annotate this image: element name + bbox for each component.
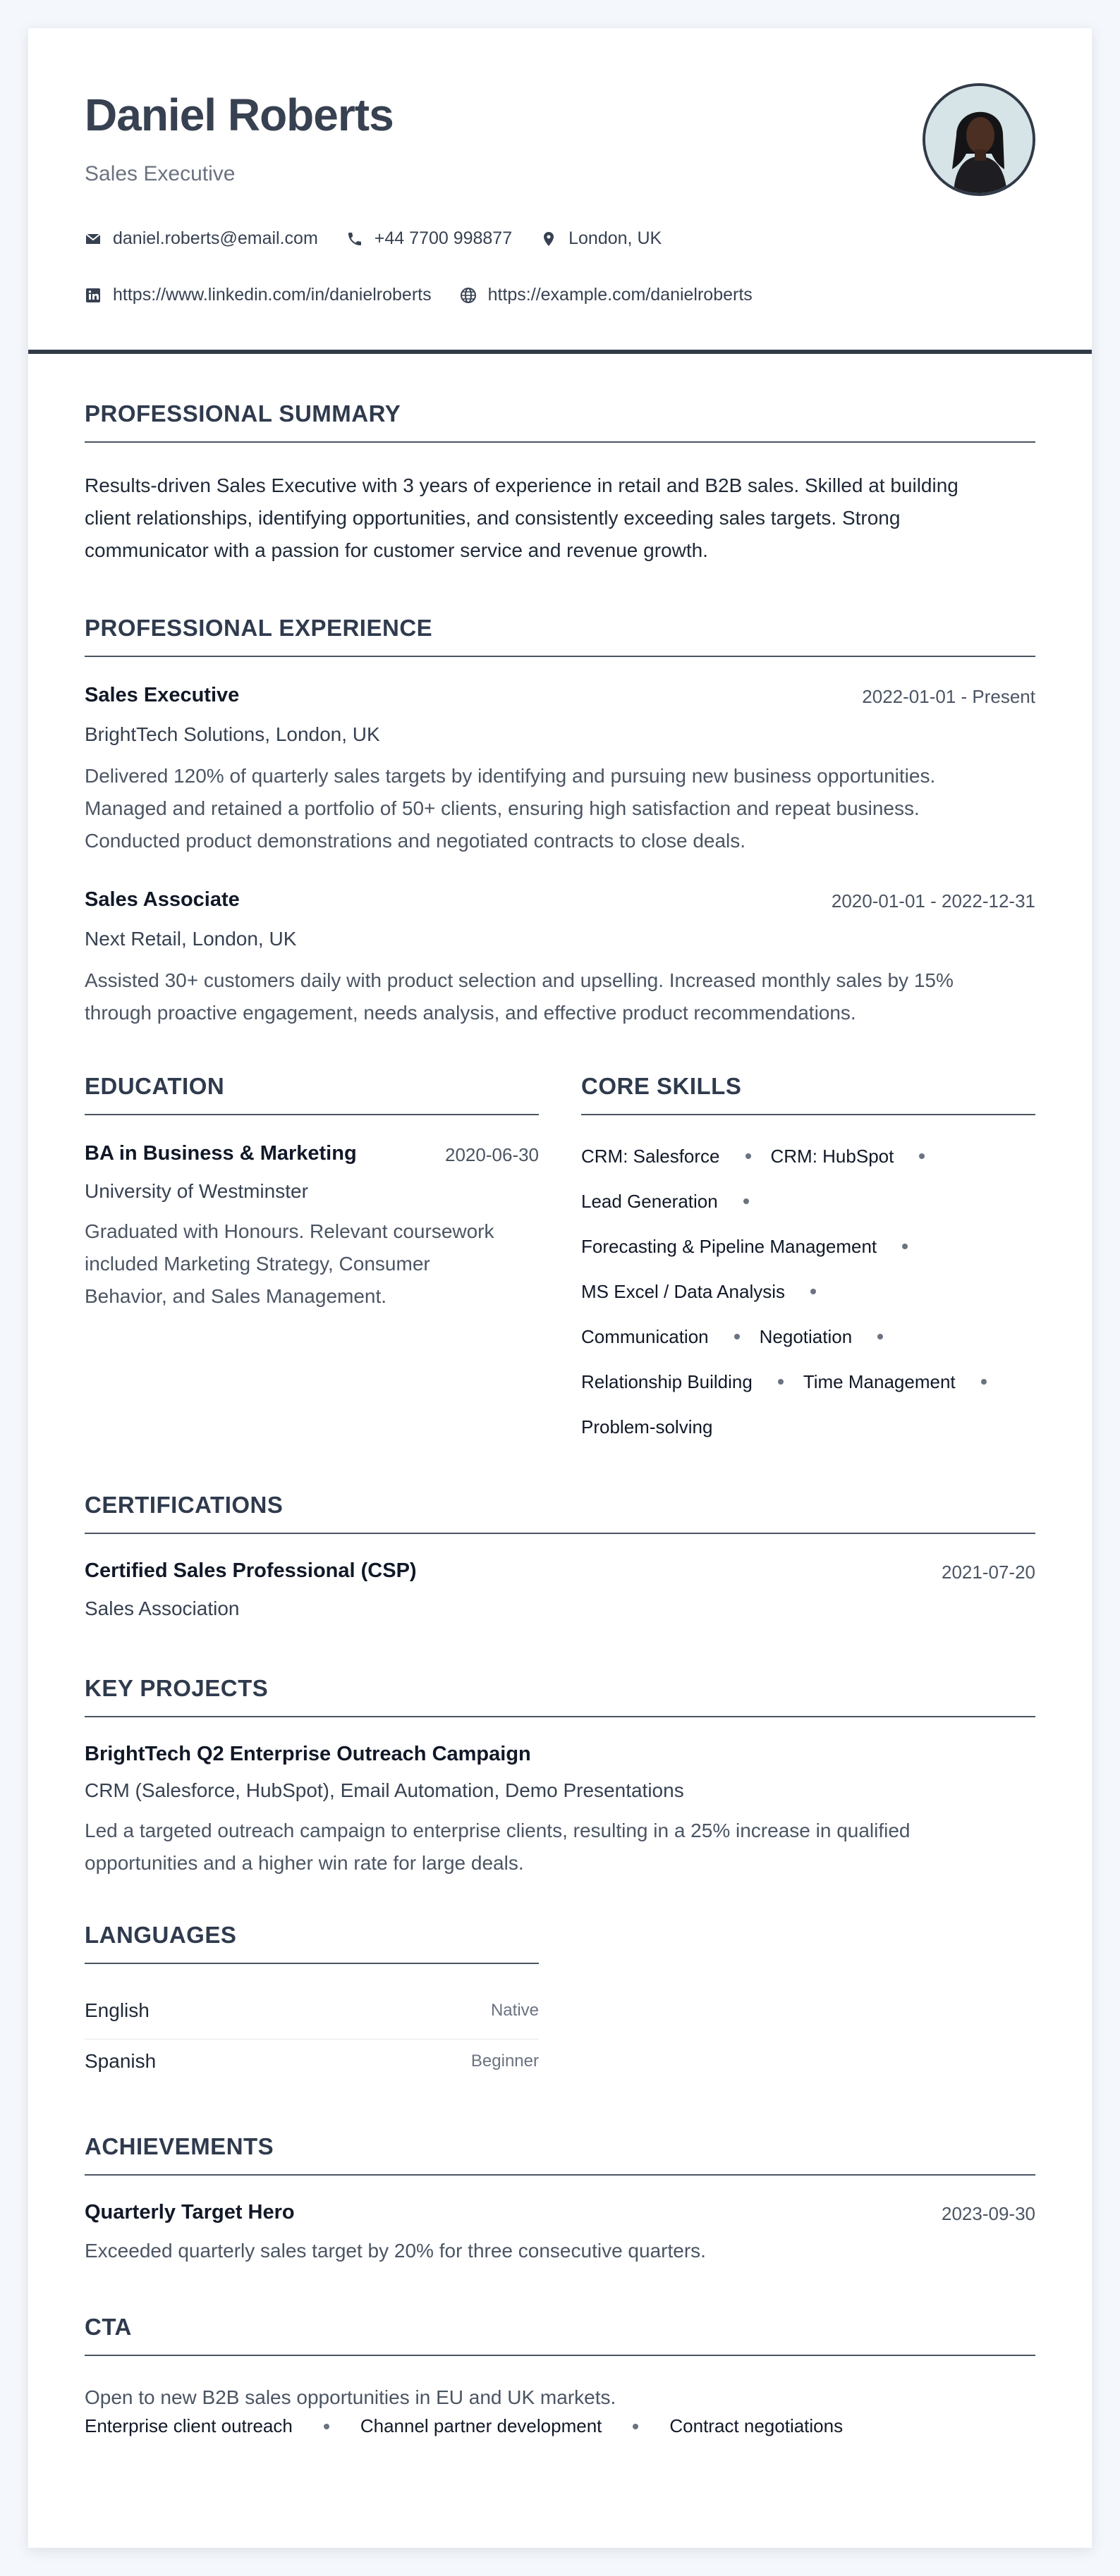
website-link: https://example.com/danielroberts bbox=[487, 285, 753, 305]
candidate-role: Sales Executive bbox=[85, 162, 236, 185]
achievement-text: Exceeded quarterly sales target by 20% for three consecutive quarters. bbox=[85, 2240, 706, 2262]
skills-row bbox=[581, 1314, 1033, 1359]
summary-line: communicator with a passion for customer service and revenue growth. bbox=[85, 539, 708, 561]
divider bbox=[85, 2039, 539, 2040]
skill-tag bbox=[581, 1371, 784, 1393]
skill-label: CRM: Salesforce bbox=[581, 1145, 720, 1167]
skill-label: Forecasting & Pipeline Management bbox=[581, 1235, 877, 1257]
candidate-name: Daniel Roberts bbox=[85, 90, 394, 140]
contact-linkedin[interactable] bbox=[85, 285, 432, 305]
job-description bbox=[85, 964, 1044, 1029]
language-level: Beginner bbox=[470, 2051, 539, 2071]
cta-tag-label: Contract negotiations bbox=[669, 2415, 844, 2436]
skills-row bbox=[581, 1179, 1033, 1224]
project-description bbox=[85, 1815, 1044, 1879]
summary-text bbox=[85, 470, 1044, 567]
cta-tag-label: Enterprise client outreach bbox=[85, 2415, 293, 2436]
project-line: Led a targeted outreach campaign to enterprise clients, resulting in a 25% increase in qualified bbox=[85, 1820, 911, 1841]
language-row bbox=[85, 2050, 539, 2073]
skill-label: Lead Generation bbox=[581, 1190, 718, 1212]
skill-tag bbox=[581, 1191, 749, 1213]
bullet-dot bbox=[919, 1153, 925, 1159]
job-title: Sales Executive bbox=[85, 684, 240, 706]
education-line: Behavior, and Sales Management. bbox=[85, 1285, 387, 1307]
skills-row bbox=[581, 1404, 1033, 1449]
education-description bbox=[85, 1215, 550, 1313]
section-title-certifications: CERTIFICATIONS bbox=[85, 1492, 1035, 1534]
achievement-name: Quarterly Target Hero bbox=[85, 2201, 295, 2224]
language-name: Spanish bbox=[85, 2050, 157, 2072]
education-degree: BA in Business & Marketing bbox=[85, 1142, 357, 1165]
cta-tag-label: Channel partner development bbox=[360, 2415, 602, 2436]
profile-photo-icon bbox=[925, 86, 1033, 193]
skill-tag bbox=[581, 1416, 712, 1438]
skill-tag bbox=[581, 1281, 816, 1303]
bullet-dot bbox=[734, 1334, 740, 1339]
skills-row bbox=[581, 1359, 1033, 1404]
avatar bbox=[923, 83, 1035, 196]
cta-text: Open to new B2B sales opportunities in EU and UK markets. bbox=[85, 2386, 616, 2408]
contact-website[interactable] bbox=[460, 285, 753, 305]
certification-name: Certified Sales Professional (CSP) bbox=[85, 1559, 417, 1582]
resume-header bbox=[28, 28, 1092, 354]
bullet-dot bbox=[981, 1379, 987, 1385]
skill-tag bbox=[760, 1326, 884, 1348]
summary-line: Results-driven Sales Executive with 3 years of experience in retail and B2B sales. Skilled at building bbox=[85, 474, 958, 496]
job-company: Next Retail, London, UK bbox=[85, 928, 297, 950]
phone-icon bbox=[346, 231, 363, 247]
phone-text: +44 7700 998877 bbox=[374, 228, 513, 248]
job-line: Assisted 30+ customers daily with product selection and upselling. Increased monthly sales by 15% bbox=[85, 969, 954, 991]
certification-date: 2021-07-20 bbox=[942, 1562, 1035, 1583]
education-line: Graduated with Honours. Relevant coursework bbox=[85, 1220, 494, 1242]
skill-label: CRM: HubSpot bbox=[770, 1145, 894, 1167]
cta-tag bbox=[360, 2415, 670, 2437]
section-title-education: EDUCATION bbox=[85, 1073, 539, 1115]
bullet-dot bbox=[633, 2424, 638, 2429]
section-title-languages: LANGUAGES bbox=[85, 1922, 539, 1964]
skills-row bbox=[581, 1269, 1033, 1314]
skills-row bbox=[581, 1224, 1033, 1269]
bullet-dot bbox=[902, 1244, 908, 1249]
bullet-dot bbox=[745, 1153, 751, 1159]
linkedin-link: https://www.linkedin.com/in/danielroberts bbox=[113, 285, 432, 305]
language-row bbox=[85, 1999, 539, 2022]
section-title-summary: PROFESSIONAL SUMMARY bbox=[85, 400, 1035, 443]
linkedin-icon bbox=[85, 287, 102, 304]
cta-tag bbox=[669, 2415, 843, 2437]
skill-tag bbox=[581, 1146, 751, 1167]
skill-label: Communication bbox=[581, 1325, 709, 1347]
section-title-achievements: ACHIEVEMENTS bbox=[85, 2133, 1035, 2176]
bullet-dot bbox=[743, 1198, 749, 1204]
skill-tag bbox=[581, 1236, 908, 1258]
contact-phone[interactable] bbox=[346, 228, 512, 249]
bullet-dot bbox=[324, 2424, 329, 2429]
education-school: University of Westminster bbox=[85, 1180, 308, 1202]
bullet-dot bbox=[877, 1334, 883, 1339]
skill-label: MS Excel / Data Analysis bbox=[581, 1280, 785, 1302]
job-description bbox=[85, 760, 1044, 857]
mail-icon bbox=[85, 231, 102, 247]
skill-tag bbox=[803, 1371, 987, 1393]
contact-row-primary bbox=[85, 228, 690, 249]
section-title-skills: CORE SKILLS bbox=[581, 1073, 1035, 1115]
job-date: 2022-01-01 - Present bbox=[862, 686, 1035, 707]
job-title: Sales Associate bbox=[85, 888, 240, 911]
project-tech: CRM (Salesforce, HubSpot), Email Automation, Demo Presentations bbox=[85, 1779, 684, 1801]
skill-label: Negotiation bbox=[759, 1325, 853, 1347]
job-line: Managed and retained a portfolio of 50+ clients, ensuring high satisfaction and repeat business. bbox=[85, 797, 920, 819]
project-name: BrightTech Q2 Enterprise Outreach Campaign bbox=[85, 1743, 531, 1765]
bullet-dot bbox=[778, 1379, 784, 1385]
cta-tags bbox=[85, 2415, 843, 2437]
skill-label: Relationship Building bbox=[581, 1370, 753, 1392]
location-text: London, UK bbox=[568, 228, 662, 248]
job-line: Conducted product demonstrations and negotiated contracts to close deals. bbox=[85, 830, 746, 852]
education-date: 2020-06-30 bbox=[445, 1144, 539, 1165]
bullet-dot bbox=[810, 1289, 816, 1294]
job-company: BrightTech Solutions, London, UK bbox=[85, 723, 380, 745]
contact-email[interactable] bbox=[85, 228, 318, 249]
job-line: Delivered 120% of quarterly sales targets by identifying and pursuing new business opportunities. bbox=[85, 765, 936, 787]
achievement-date: 2023-09-30 bbox=[942, 2203, 1035, 2224]
project-line: opportunities and a higher win rate for large deals. bbox=[85, 1852, 524, 1874]
summary-line: client relationships, identifying opportunities, and consistently exceeding sales targets. Strong bbox=[85, 507, 901, 529]
resume-page bbox=[28, 28, 1092, 2548]
language-name: English bbox=[85, 1999, 150, 2021]
globe-icon bbox=[460, 287, 477, 304]
section-title-experience: PROFESSIONAL EXPERIENCE bbox=[85, 615, 1035, 657]
location-pin-icon bbox=[540, 231, 557, 247]
education-line: included Marketing Strategy, Consumer bbox=[85, 1253, 430, 1275]
cta-tag bbox=[85, 2415, 360, 2437]
contact-row-links bbox=[85, 285, 781, 305]
skills-row bbox=[581, 1134, 1033, 1179]
contact-location bbox=[540, 228, 662, 249]
email-text: daniel.roberts@email.com bbox=[113, 228, 318, 248]
section-title-projects: KEY PROJECTS bbox=[85, 1675, 1035, 1717]
certification-issuer: Sales Association bbox=[85, 1597, 240, 1619]
job-date: 2020-01-01 - 2022-12-31 bbox=[831, 890, 1035, 912]
language-level: Native bbox=[490, 2001, 539, 2020]
job-line: through proactive engagement, needs analysis, and effective product recommendations. bbox=[85, 1002, 856, 1024]
skills-list bbox=[581, 1134, 1033, 1449]
skill-label: Time Management bbox=[803, 1370, 956, 1392]
skill-label: Problem-solving bbox=[581, 1416, 713, 1437]
skill-tag bbox=[581, 1326, 740, 1348]
section-title-cta: CTA bbox=[85, 2314, 1035, 2356]
skill-tag bbox=[771, 1146, 925, 1167]
